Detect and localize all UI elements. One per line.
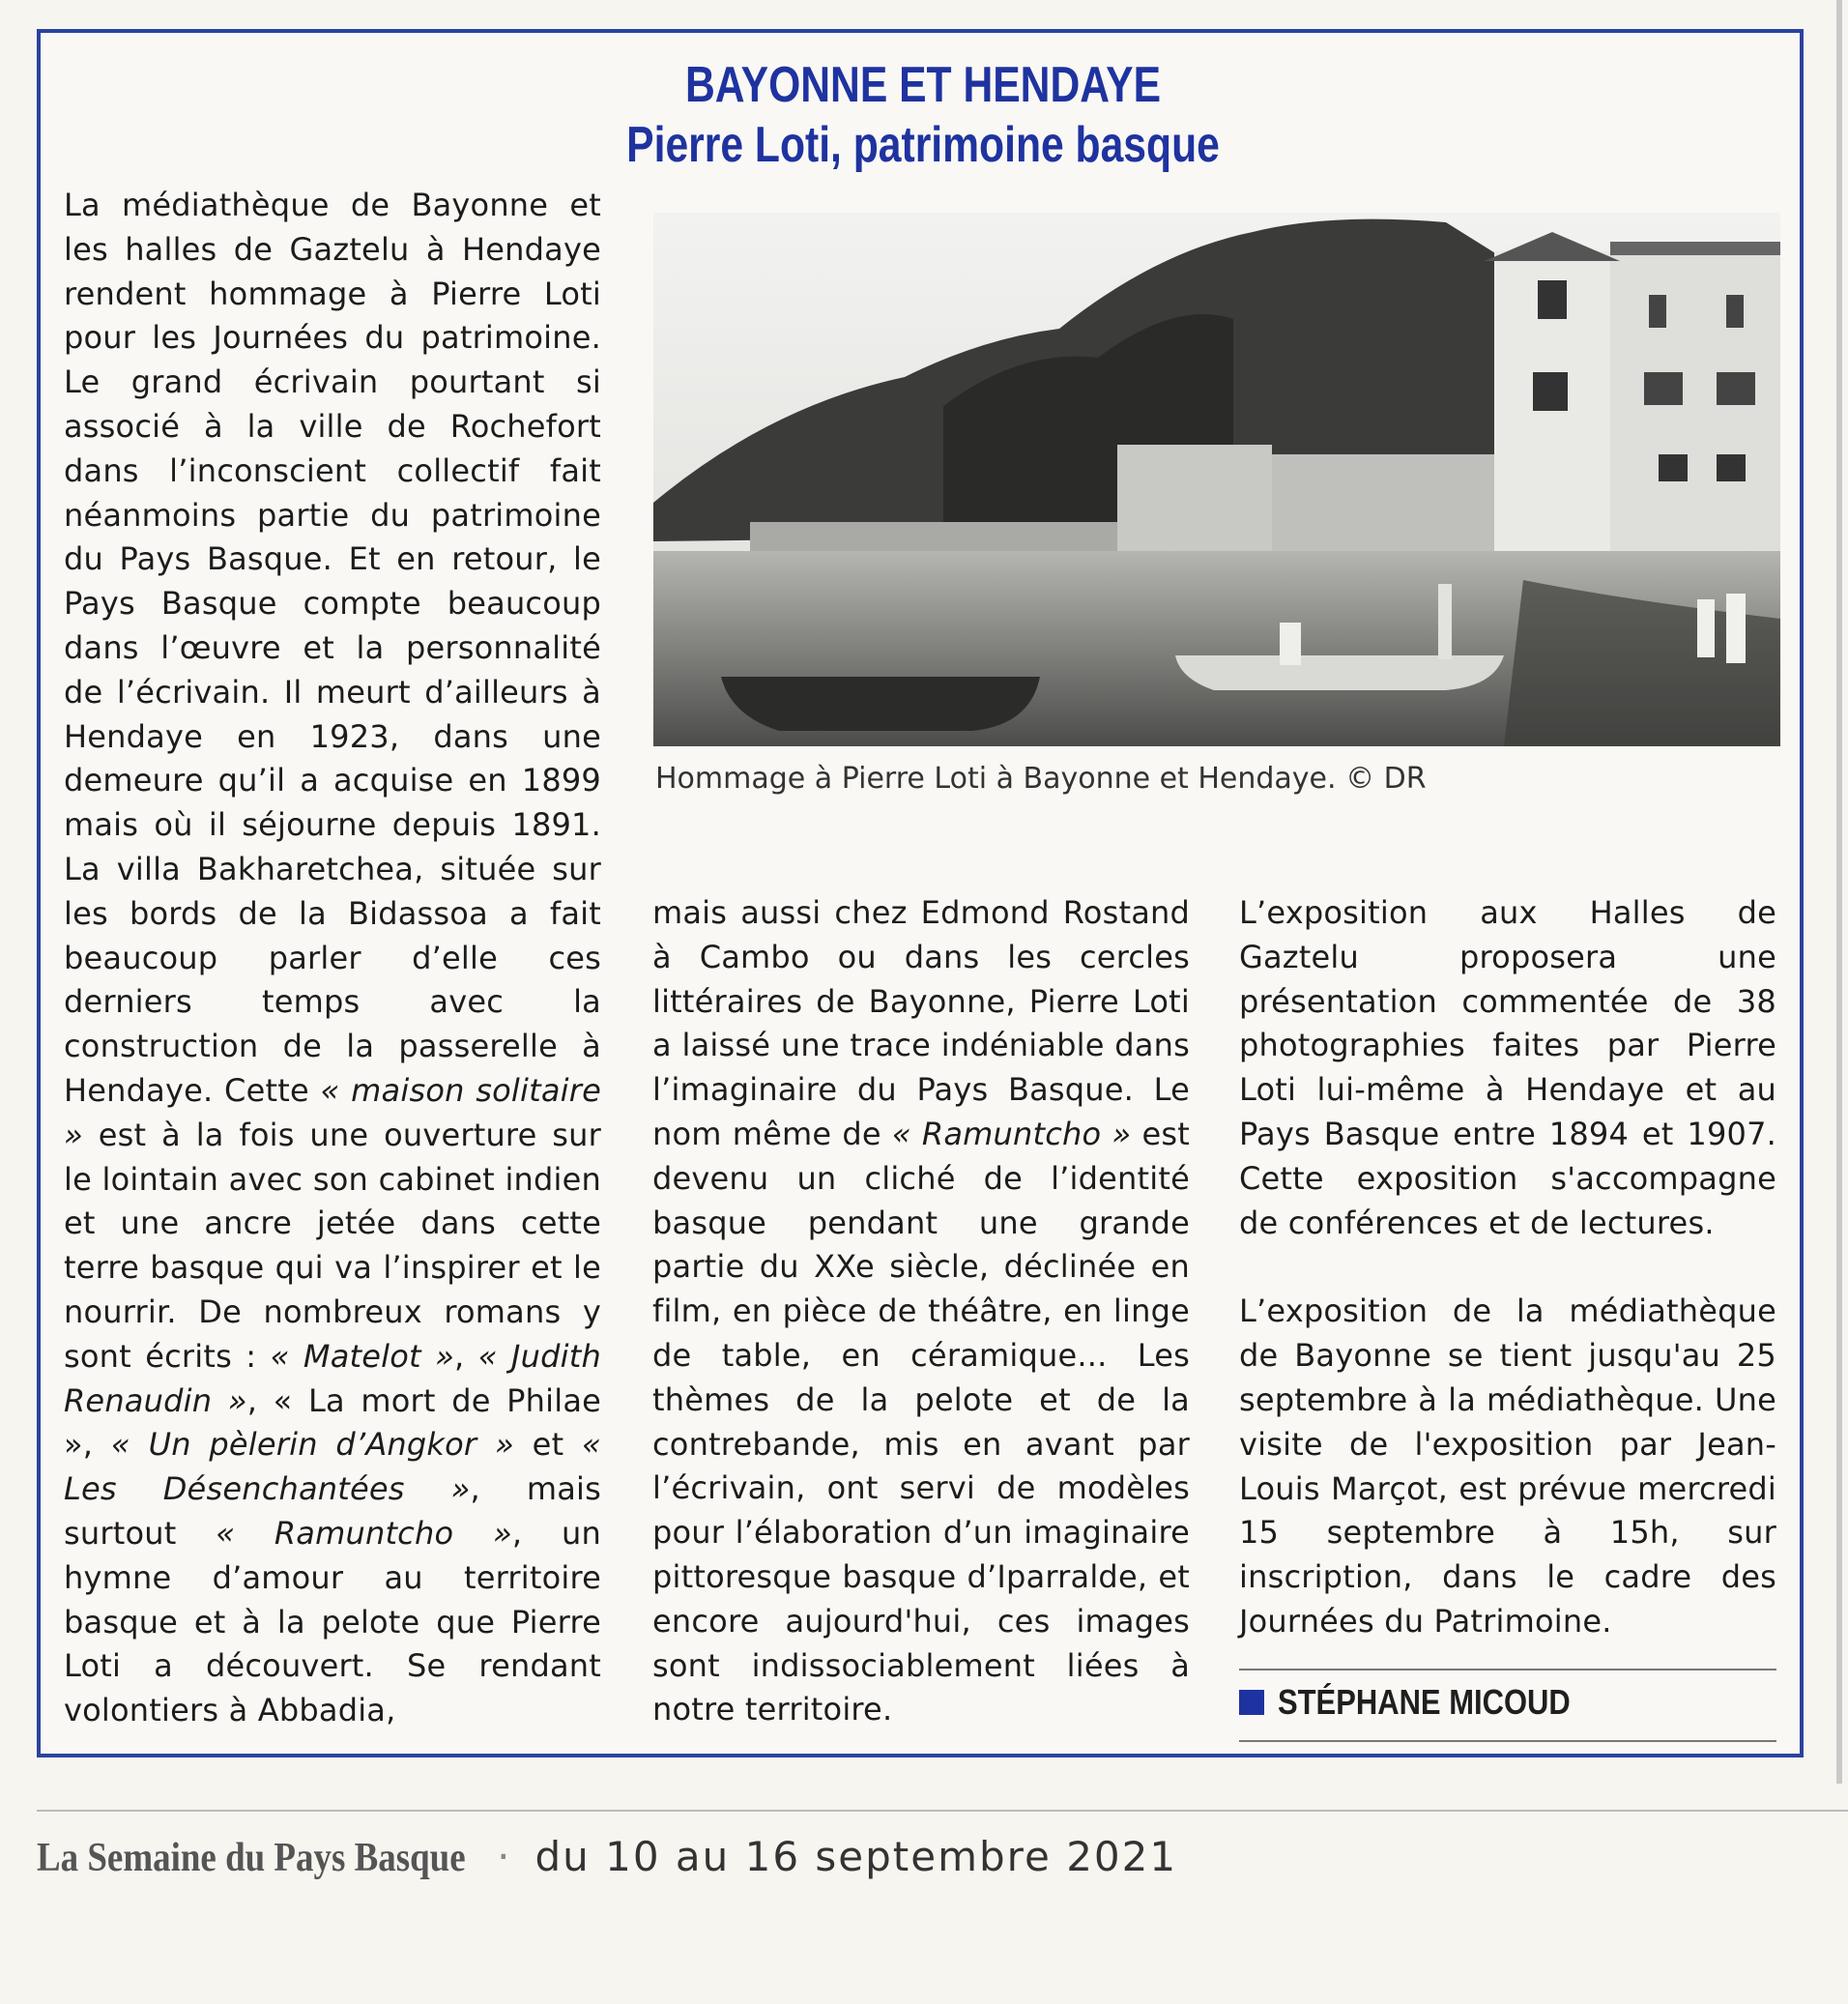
text-run: , mais surtout (64, 1470, 601, 1552)
byline-rule-bottom (1239, 1740, 1776, 1742)
text-run: , (454, 1337, 478, 1375)
quote: « Un pèlerin d’Angkor » (110, 1426, 514, 1464)
paragraph: L’exposition de la médiathèque de Bayonne se tient jusqu'au 25 septembre à la médiathèque. Une visite de l'exposition par Jean-Louis Marçot, est prévue mercredi 15 septembre à 15h, sur inscription, dans le cadre des Journées du Patrimoine. (1239, 1292, 1776, 1640)
text-run: est devenu un cliché de l’identité basque pendant une grande partie du XXe siècle, déclinée en film, en pièce de théâtre, en linge de table, en céramique... Les thèmes de la pelote et de la contrebande, mis en avant par l’écrivain, ont servi de modèles pour l’élaboration d’un imaginaire pittoresque basque d’Iparralde, et encore aujourd'hui, ces images sont indissociablement liées à notre territoire. (652, 1115, 1190, 1728)
paragraph (64, 184, 601, 1733)
text-run: est à la fois une ouverture sur le lointain avec son cabinet indien et une ancre jetée dans cette terre basque qui va l’inspirer et le nourrir. De nombreux romans y sont écrits : (64, 1116, 601, 1375)
paragraph (652, 891, 1190, 1732)
quote: « maison solitaire » (64, 1071, 601, 1153)
text-run: , « La mort de Philae », (64, 1381, 602, 1464)
page-edge-rule (1836, 0, 1842, 1784)
page-footer (37, 1833, 1177, 1881)
publication-name: La Semaine du Pays Basque (37, 1836, 466, 1880)
paragraph-gap (1239, 1245, 1776, 1290)
footer-rule (37, 1810, 1848, 1812)
quote: « Judith Renaudin » (64, 1337, 601, 1419)
article-kicker: BAYONNE ET HENDAYE (684, 57, 1162, 113)
byline-square-icon (1239, 1690, 1264, 1715)
article-title: Pierre Loti, patrimoine basque (626, 117, 1220, 173)
byline-rule-top (1239, 1669, 1776, 1670)
footer-separator: · (497, 1833, 510, 1880)
quote: « Ramuntcho » (891, 1115, 1132, 1152)
archival-photo (653, 213, 1780, 746)
quote: « Ramuntcho » (216, 1514, 512, 1552)
photo-caption: Hommage à Pierre Loti à Bayonne et Hendaye. © DR (655, 762, 1427, 796)
article-column-2 (652, 891, 1190, 1732)
paragraph: L’exposition aux Halles de Gaztelu proposera une présentation commentée de 38 photographies faites par Pierre Loti lui-même à Hendaye et au Pays Basque entre 1894 et 1907. Cette exposition s'accompagne de conférences et de lectures. (1239, 894, 1776, 1241)
text-run: , un hymne d’amour au territoire basque et à la pelote que Pierre Loti a découvert. Se rendant volontiers à Abbadia, (64, 1514, 601, 1729)
byline (1239, 1682, 1618, 1723)
quote: « Les Désenchantées » (64, 1426, 601, 1508)
author-name: STÉPHANE MICOUD (1278, 1682, 1571, 1722)
photo-illustration (653, 213, 1780, 746)
issue-date: du 10 au 16 septembre 2021 (534, 1833, 1178, 1880)
article-column-3 (1239, 891, 1776, 1644)
text-run: La médiathèque de Bayonne et les halles de Gaztelu à Hendaye rendent hommage à Pierre Loti pour les Journées du patrimoine. Le grand écrivain pourtant si associé à la ville de Rochefort dans l’inconscient collectif fait néanmoins partie du patrimoine du Pays Basque. Et en retour, le Pays Basque compte beaucoup dans l’œuvre et la personnalité de l’écrivain. Il meurt d’ailleurs à Hendaye en 1923, dans une demeure qu’il a acquise en 1899 mais où il séjourne depuis 1891. La villa Bakharetchea, située sur les bords de la Bidassoa a fait beaucoup parler d’elle ces derniers temps avec la construction de la passerelle à Hendaye. Cette (64, 187, 601, 1109)
quote: « Matelot » (270, 1337, 455, 1375)
text-run: mais aussi chez Edmond Rostand à Cambo ou dans les cercles littéraires de Bayonne, Pierre Loti a laissé une trace indéniable dans l’imaginaire du Pays Basque. Le nom même de (652, 894, 1190, 1152)
article-column-1 (64, 184, 601, 1733)
text-run: et (513, 1426, 583, 1464)
